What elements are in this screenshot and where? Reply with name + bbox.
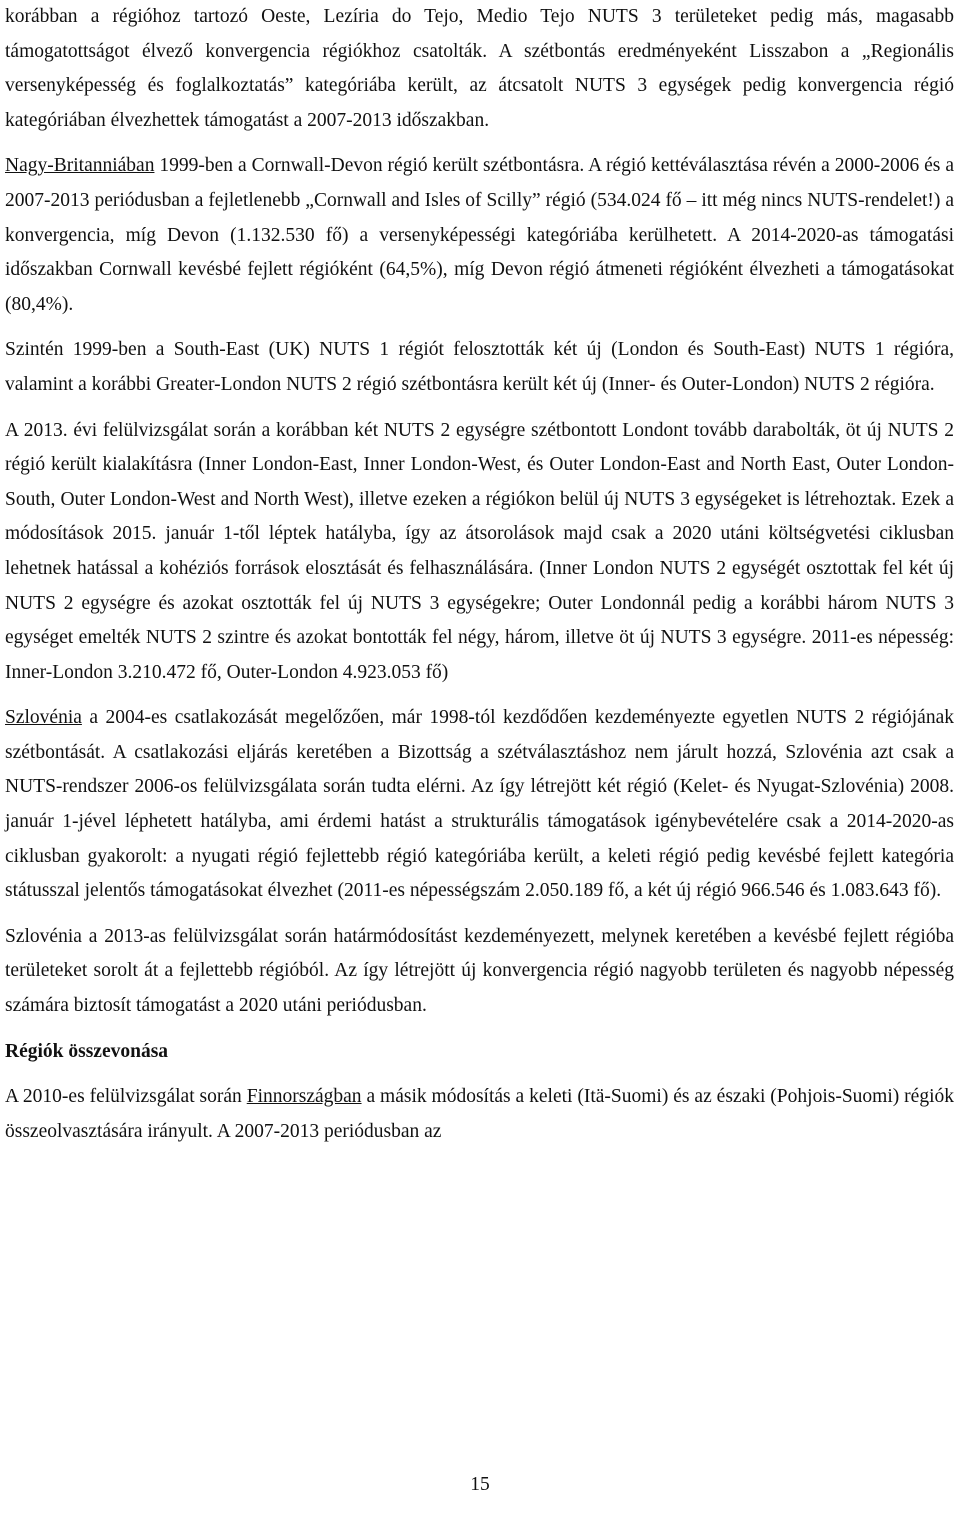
paragraph-slovenia xyxy=(5,701,954,909)
page-number: 15 xyxy=(470,1474,490,1495)
paragraph-finland-text: a másik módosítás a keleti (Itä-Suomi) és az északi (Pohjois-Suomi) régiók összeolvasztására irányult. A 2007-2013 periódusban az xyxy=(5,1086,954,1142)
paragraph-finland xyxy=(5,1080,954,1149)
paragraph-uk-southeast: Szintén 1999-ben a South-East (UK) NUTS 1 régiót felosztották két új (London és South-East) NUTS 1 régióra, valamint a korábbi Greater-London NUTS 2 régió szétbontásra került két új (Inner- és Outer-London) NUTS 2 régióra. xyxy=(5,339,954,395)
paragraph-slovenia-text: a 2004-es csatlakozását megelőzően, már 1998-tól kezdődően kezdeményezte egyetlen NUTS 2 régiójának szétbontását. A csatlakozási eljárás keretében a Bizottság a szétválasztáshoz nem járult hozzá, Szlovénia azt csak a NUTS-rendszer 2006-os felülvizsgálata során tudta elérni. Az így létrejött két régió (Kelet- és Nyugat-Szlovénia) 2008. január 1-jével léphetett hatályba, ami érdemi hatást a strukturális támogatások igénybevételére csak a 2014-2020-as ciklusban gyakorolt: a nyugati régió fejlettebb régió kategóriába került, a keleti régió pedig kevésbé fejlett kategória státusszal jelentős támogatásokat élvezhet (2011-es népességszám 2.050.189 fő, a két új régió 966.546 és 1.083.643 fő). xyxy=(5,707,954,902)
section-heading: Régiók összevonása xyxy=(5,1040,169,1062)
link-nagy-britannia: Nagy-Britanniában xyxy=(5,155,155,177)
paragraph-finland-start: A 2010-es felülvizsgálat során xyxy=(5,1086,247,1108)
link-finnorszag: Finnországban xyxy=(246,1086,362,1108)
paragraph-slovenia-2013: Szlovénia a 2013-as felülvizsgálat során határmódosítást kezdeményezett, melynek keretében a kevésbé fejlett régióba területeket sorolt át a fejlettebb régióból. Az így létrejött új konvergencia régió nagyobb területen és nagyobb népesség számára biztosít támogatást a 2020 utáni periódusban. xyxy=(5,925,954,1017)
paragraph-uk-cornwall xyxy=(5,149,954,322)
paragraph-portugal: korábban a régióhoz tartozó Oeste, Lezíria do Tejo, Medio Tejo NUTS 3 területeket pedig más, magasabb támogatottságot élvező konvergencia régiókhoz csatolták. A szétbontás eredményeként Lisszabon a „Regionális versenyképesség és foglalkoztatás” kategóriába került, az átcsatolt NUTS 3 egységek pedig konvergencia régió kategóriában élvezhettek támogatást a 2007-2013 időszakban. xyxy=(5,6,954,131)
link-szlovenia: Szlovénia xyxy=(5,707,82,729)
paragraph-uk-cornwall-text: 1999-ben a Cornwall-Devon régió került szétbontásra. A régió kettéválasztása révén a 2000-2006 és a 2007-2013 periódusban a fejletlenebb „Cornwall and Isles of Scilly” régió (534.024 fő – itt még nincs NUTS-rendelet!) a konvergencia, míg Devon (1.132.530 fő) a versenyképességi kategóriába kerülhetett. A 2014-2020-as támogatási időszakban Cornwall kevésbé fejlett régióként (64,5%), míg Devon régió átmeneti régióként élvezheti a támogatásokat (80,4%). xyxy=(5,155,954,315)
paragraph-london-2013: A 2013. évi felülvizsgálat során a korábban két NUTS 2 egységre szétbontott Londont tovább darabolták, öt új NUTS 2 régió került kialakításra (Inner London-East, Inner London-West, és Outer London-East and North East, Outer London-South, Outer London-West and North West), illetve ezeken a régiókon belül új NUTS 3 egységeket is létrehoztak. Ezek a módosítások 2015. január 1-től léptek hatályba, így az átsorolások majd csak a 2020 utáni költségvetési ciklusban lehetnek hatással a kohéziós források elosztását és felhasználására. (Inner London NUTS 2 egységét osztottak fel két új NUTS 2 egységre és azokat osztották fel új NUTS 3 egységekre; Outer Londonnál pedig a korábbi három NUTS 3 egységet emelték NUTS 2 szintre és azokat bontották fel négy, három, illetve öt új NUTS 3 egységre. 2011-es népesség: Inner-London 3.210.472 fő, Outer-London 4.923.053 fő) xyxy=(5,419,954,683)
